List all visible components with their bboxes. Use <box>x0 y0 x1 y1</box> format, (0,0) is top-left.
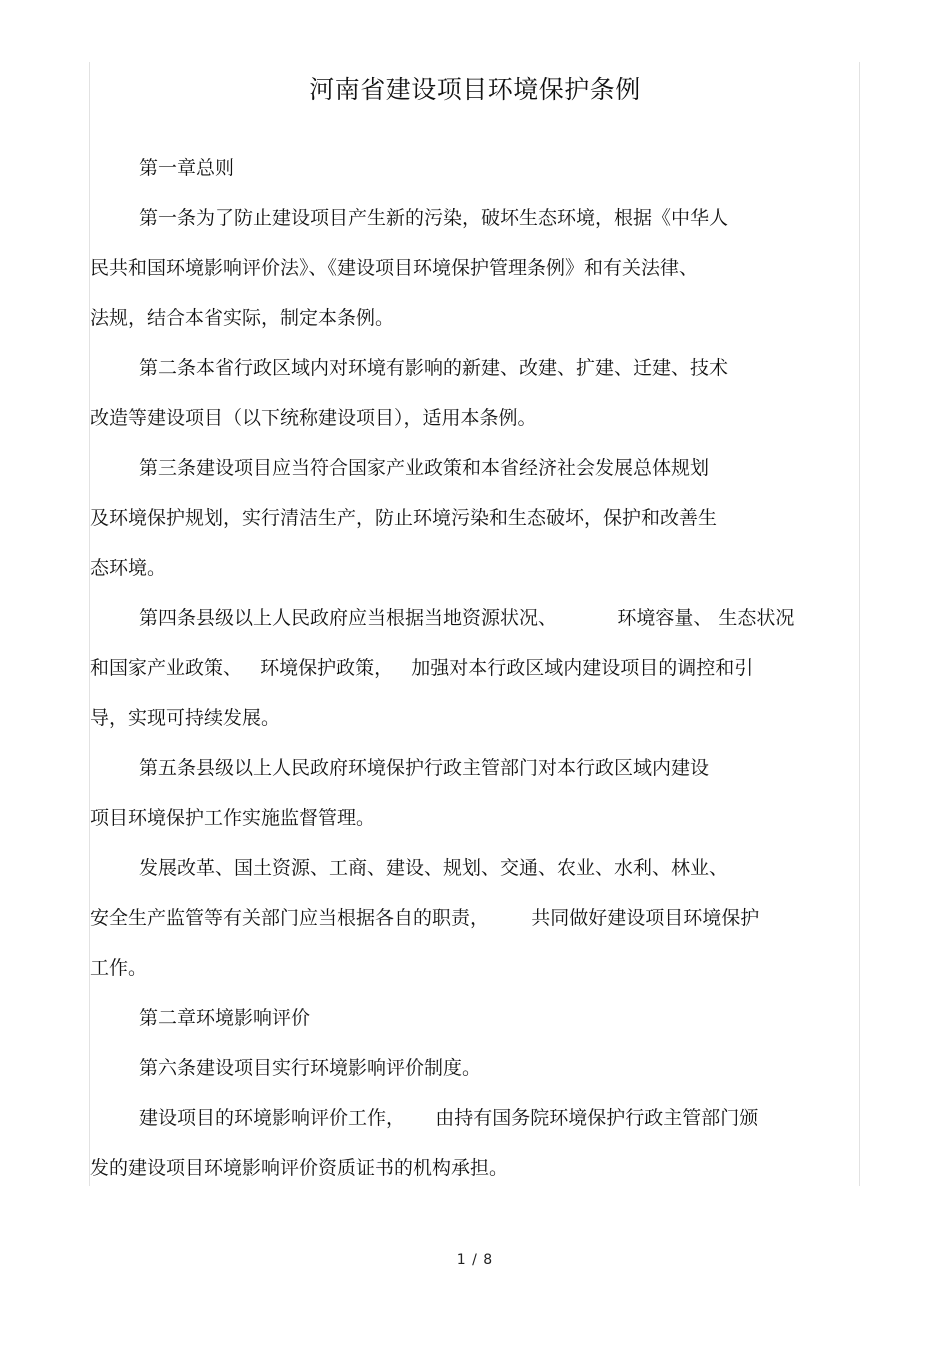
article-5-para-2-line-3: 工作。 <box>90 957 148 979</box>
article-6-para-2-line-2: 发的建设项目环境影响评价资质证书的机构承担。 <box>90 1157 509 1179</box>
article-2-line-2: 改造等建设项目（以下统称建设项目），适用本条例。 <box>90 407 537 429</box>
article-1-line-1: 第一条为了防止建设项目产生新的污染，破坏生态环境，根据《中华人 <box>139 207 729 229</box>
article-5-para-2-line-1: 发展改革、国土资源、工商、建设、规划、交通、农业、水利、林业、 <box>139 857 729 879</box>
article-5-line-1: 第五条县级以上人民政府环境保护行政主管部门对本行政区域内建设 <box>139 757 710 779</box>
article-6-para-2-line-1: 建设项目的环境影响评价工作， 由持有国务院环境保护行政主管部门颁 <box>139 1107 759 1129</box>
page-number: 1 / 8 <box>456 1252 494 1268</box>
article-4-line-1: 第四条县级以上人民政府应当根据当地资源状况、 环境容量、 生态状况 <box>139 607 795 629</box>
article-5-para-2-line-2: 安全生产监管等有关部门应当根据各自的职责， 共同做好建设项目环境保护 <box>90 907 760 929</box>
article-6-line-1: 第六条建设项目实行环境影响评价制度。 <box>139 1057 482 1079</box>
article-4-line-3: 导，实现可持续发展。 <box>90 707 281 729</box>
article-3-line-3: 态环境。 <box>90 557 167 579</box>
article-5-line-2: 项目环境保护工作实施监督管理。 <box>90 807 376 829</box>
article-1-line-2: 民共和国环境影响评价法》、《建设项目环境保护管理条例》和有关法律、 <box>90 257 699 279</box>
chapter-heading-1: 第一章总则 <box>139 157 235 179</box>
article-1-line-3: 法规，结合本省实际，制定本条例。 <box>90 307 395 329</box>
document-title: 河南省建设项目环境保护条例 <box>309 75 641 104</box>
chapter-heading-2: 第二章环境影响评价 <box>139 1007 311 1029</box>
article-4-line-2: 和国家产业政策、 环境保护政策， 加强对本行政区域内建设项目的调控和引 <box>90 657 754 679</box>
article-3-line-2: 及环境保护规划，实行清洁生产，防止环境污染和生态破坏，保护和改善生 <box>90 507 718 529</box>
article-2-line-1: 第二条本省行政区域内对环境有影响的新建、改建、扩建、迁建、技术 <box>139 357 729 379</box>
article-3-line-1: 第三条建设项目应当符合国家产业政策和本省经济社会发展总体规划 <box>139 457 710 479</box>
